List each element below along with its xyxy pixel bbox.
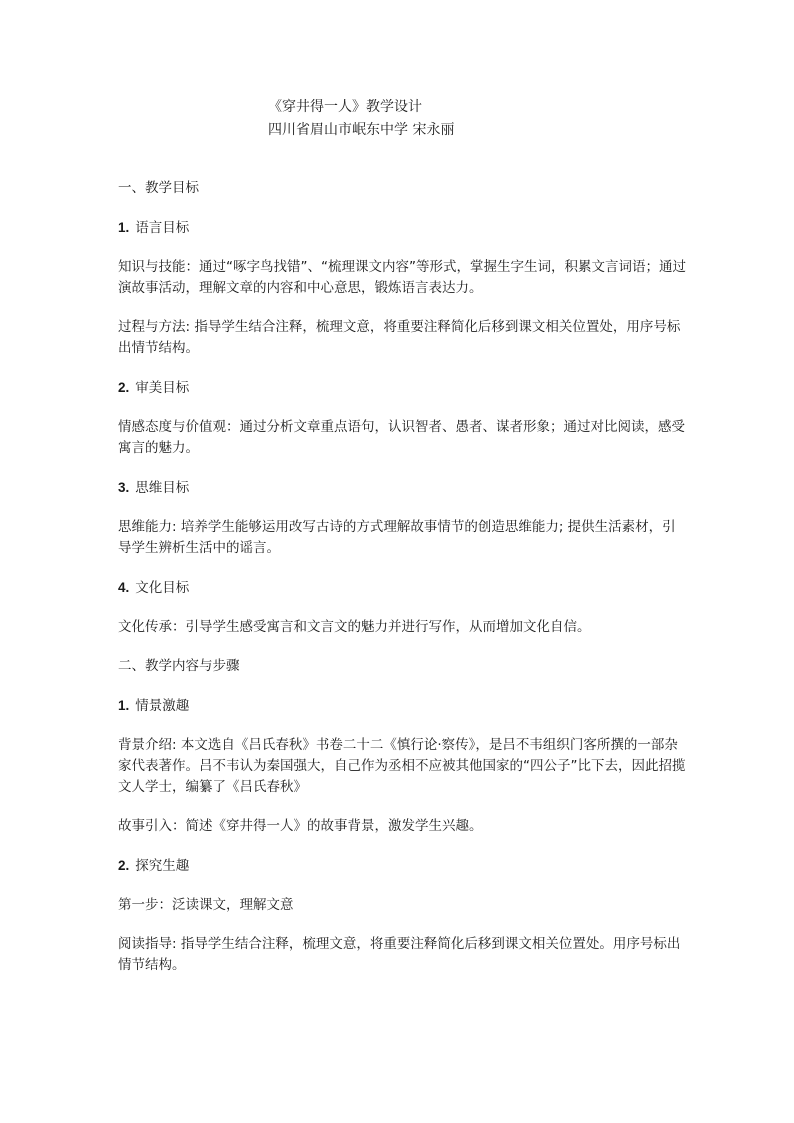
title-block bbox=[268, 96, 454, 142]
subheading-thinking-goal bbox=[118, 477, 688, 499]
subheading-title: 审美目标 bbox=[135, 380, 190, 396]
paragraph-culture-heritage: 文化传承：引导学生感受寓言和文言文的魅力并进行写作，从而增加文化自信。 bbox=[118, 619, 591, 635]
paragraph-emotion-values: 情感态度与价值观：通过分析文章重点语句，认识智者、愚者、谋者形象；通过对比阅读，感受寓言的魅力。 bbox=[118, 419, 685, 456]
subheading-number: 1. bbox=[118, 220, 130, 235]
subheading-scene-interest bbox=[118, 695, 688, 717]
subheading-number: 2. bbox=[118, 380, 130, 395]
subheading-explore-interest bbox=[118, 855, 688, 877]
subheading-title: 思维目标 bbox=[135, 480, 190, 496]
subheading-culture-goal bbox=[118, 577, 688, 599]
paragraph-knowledge-skills: 知识与技能：通过“啄字鸟找错”、“梳理课文内容”等形式，掌握生字生词，积累文言词语；通过演故事活动，理解文章的内容和中心意思，锻炼语言表达力。 bbox=[118, 259, 686, 296]
subheading-number: 3. bbox=[118, 480, 130, 495]
subheading-title: 文化目标 bbox=[135, 580, 190, 596]
subheading-title: 语言目标 bbox=[135, 220, 190, 236]
document-author: 四川省眉山市岷东中学 宋永丽 bbox=[268, 122, 455, 138]
paragraph-thinking-ability: 思维能力: 培养学生能够运用改写古诗的方式理解故事情节的创造思维能力; 提供生活素材，引导学生辨析生活中的谣言。 bbox=[118, 519, 676, 556]
paragraph-story-intro: 故事引入：简述《穿井得一人》的故事背景，激发学生兴趣。 bbox=[118, 818, 483, 834]
document-title: 《穿井得一人》教学设计 bbox=[268, 99, 422, 115]
section-heading-objectives: 一、教学目标 bbox=[118, 180, 199, 196]
subheading-aesthetic-goal bbox=[118, 377, 688, 399]
section-heading-content-steps: 二、教学内容与步骤 bbox=[118, 658, 240, 674]
paragraph-step-one: 第一步：泛读课文，理解文意 bbox=[118, 897, 294, 913]
paragraph-background: 背景介绍: 本文选自《吕氏春秋》书卷二十二《慎行论·察传》，是吕不韦组织门客所撰的一部杂家代表著作。吕不韦认为秦国强大，自己作为丞相不应被其他国家的“四公子”比下去，因此招揽文人学士，编纂了《吕氏春秋》 bbox=[118, 737, 686, 795]
subheading-title: 探究生趣 bbox=[135, 858, 190, 874]
subheading-number: 1. bbox=[118, 698, 130, 713]
subheading-language-goal bbox=[118, 217, 688, 239]
subheading-number: 4. bbox=[118, 580, 130, 595]
paragraph-process-method: 过程与方法: 指导学生结合注释，梳理文意，将重要注释简化后移到课文相关位置处，用序号标出情节结构。 bbox=[118, 319, 681, 356]
subheading-title: 情景激趣 bbox=[135, 698, 190, 714]
document-body bbox=[118, 178, 688, 994]
subheading-number: 2. bbox=[118, 858, 130, 873]
paragraph-reading-guide: 阅读指导: 指导学生结合注释，梳理文意，将重要注释简化后移到课文相关位置处。用序号标出情节结构。 bbox=[118, 936, 681, 973]
